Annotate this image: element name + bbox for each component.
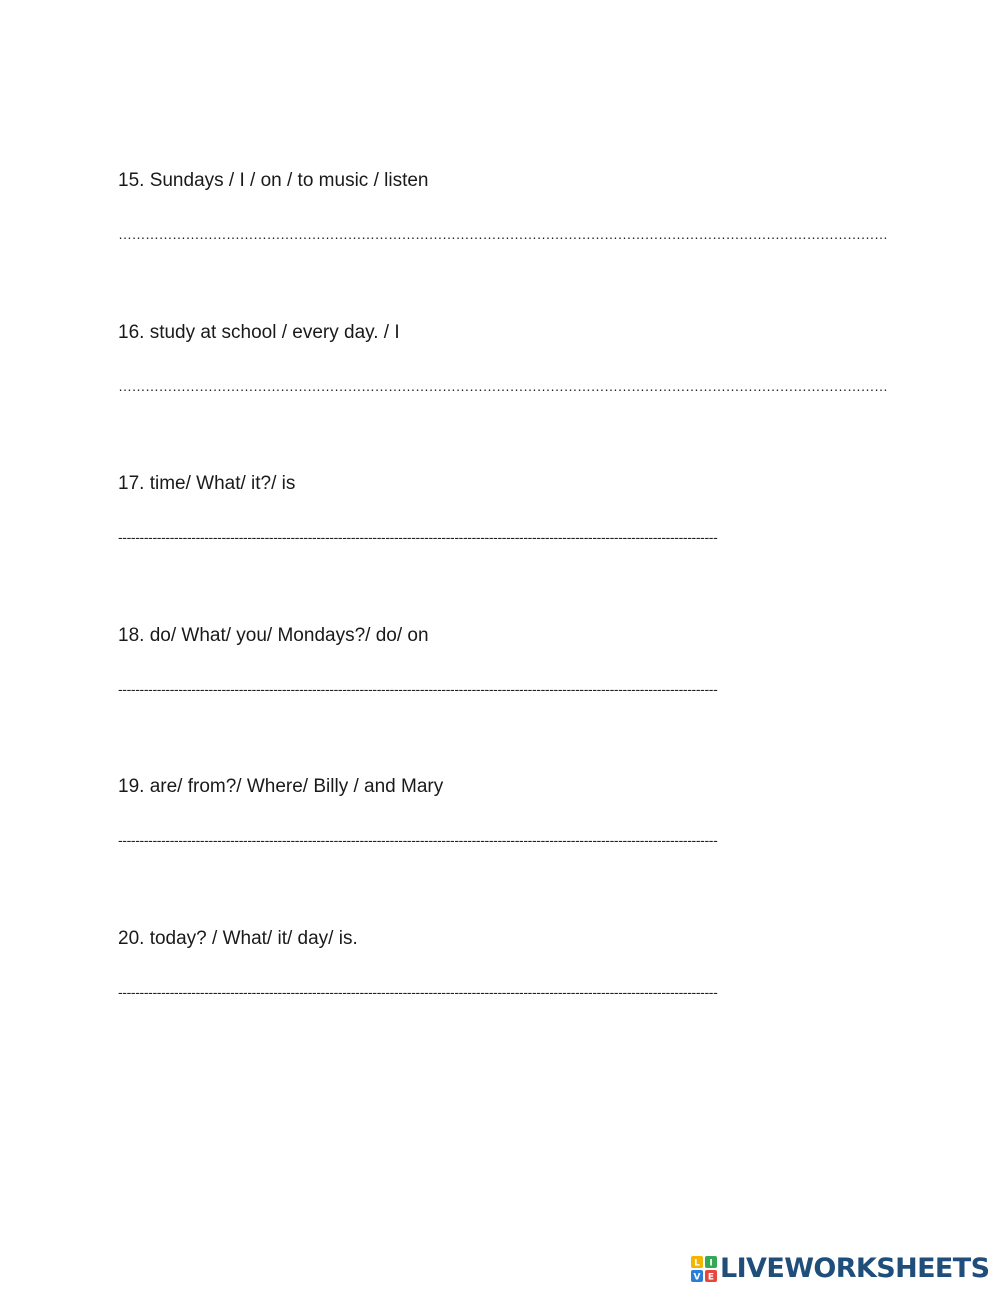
question-17: 17. time/ What/ it?/ is [118,473,296,494]
logo-tile-letter: I [709,1258,713,1269]
liveworksheets-logo-icon [691,1256,717,1282]
question-16: 16. study at school / every day. / I [118,322,400,343]
answer-line-18[interactable]: ------------------------------------------------------------------------------------------------------------------------------------------- [118,681,718,697]
question-18: 18. do/ What/ you/ Mondays?/ do/ on [118,625,429,646]
question-15: 15. Sundays / I / on / to music / listen [118,170,429,191]
answer-line-15[interactable]: ……………………………………………………………………………………………………………………………………………………… [118,226,888,242]
answer-line-20[interactable]: ------------------------------------------------------------------------------------------------------------------------------------------- [118,984,718,1000]
logo-tile-letter: L [694,1258,700,1269]
liveworksheets-logo [691,1255,989,1283]
logo-wordmark: LIVEWORKSHEETS [720,1253,990,1284]
question-19: 19. are/ from?/ Where/ Billy / and Mary [118,776,444,797]
logo-tile-letter: E [707,1272,715,1283]
answer-line-16[interactable]: ……………………………………………………………………………………………………………………………………………………… [118,378,888,394]
question-20: 20. today? / What/ it/ day/ is. [118,928,358,949]
answer-line-17[interactable]: ------------------------------------------------------------------------------------------------------------------------------------------- [118,529,718,545]
answer-line-19[interactable]: ------------------------------------------------------------------------------------------------------------------------------------------- [118,832,718,848]
logo-tile-letter: V [693,1272,701,1283]
